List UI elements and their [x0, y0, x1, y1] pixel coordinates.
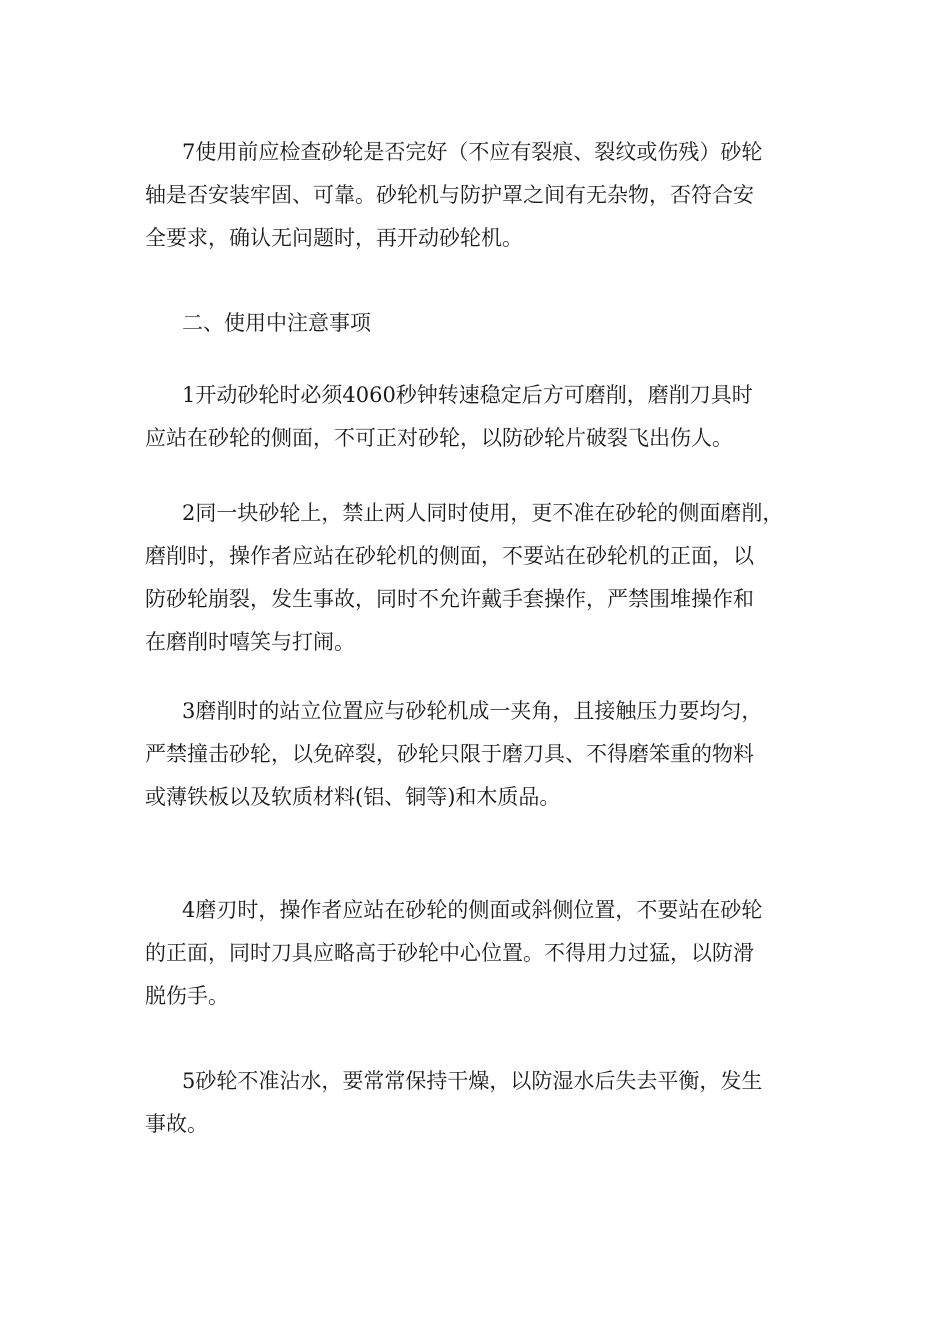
text-line: 3磨削时的站立位置应与砂轮机成一夹角，且接触压力要均匀，: [182, 699, 763, 723]
text-line: 事故。: [145, 1112, 208, 1136]
text-line: 在磨削时嘻笑与打闹。: [145, 630, 355, 654]
text-line: 的正面，同时刀具应略高于砂轮中心位置。不得用力过猛，以防滑: [145, 941, 754, 965]
text-line: 2同一块砂轮上，禁止两人同时使用，更不准在砂轮的侧面磨削，: [182, 501, 784, 525]
text-line: 7使用前应检查砂轮是否完好（不应有裂痕、裂纹或伤残）砂轮: [182, 140, 763, 164]
paragraph-item-3: [145, 690, 815, 819]
text-line: 磨削时，操作者应站在砂轮机的侧面，不要站在砂轮机的正面，以: [145, 544, 754, 568]
text-line: 1开动砂轮时必须4060秒钟转速稳定后方可磨削，磨削刀具时: [182, 383, 753, 407]
text-line: 防砂轮崩裂，发生事故，同时不允许戴手套操作，严禁围堆操作和: [145, 587, 754, 611]
text-line: 或薄铁板以及软质材料(铝、铜等)和木质品。: [145, 785, 561, 809]
paragraph-item-5: [145, 1060, 815, 1146]
paragraph-item-1: [145, 374, 815, 460]
text-line: 应站在砂轮的侧面，不可正对砂轮，以防砂轮片破裂飞出伤人。: [145, 426, 733, 450]
text-line: 5砂轮不准沾水，要常常保持干燥，以防湿水后失去平衡，发生: [182, 1069, 763, 1093]
text-line: 4磨刃时，操作者应站在砂轮的侧面或斜侧位置，不要站在砂轮: [182, 898, 763, 922]
section-heading: [145, 302, 815, 345]
text-line: 二、使用中注意事项: [182, 311, 371, 335]
paragraph-item-4: [145, 889, 815, 1018]
text-line: 脱伤手。: [145, 984, 229, 1008]
paragraph-item-2: [145, 492, 815, 664]
paragraph-item-7: [145, 131, 815, 260]
text-line: 全要求，确认无问题时，再开动砂轮机。: [145, 226, 523, 250]
text-line: 轴是否安装牢固、可靠。砂轮机与防护罩之间有无杂物，否符合安: [145, 183, 754, 207]
text-line: 严禁撞击砂轮，以免碎裂，砂轮只限于磨刀具、不得磨笨重的物料: [145, 742, 754, 766]
